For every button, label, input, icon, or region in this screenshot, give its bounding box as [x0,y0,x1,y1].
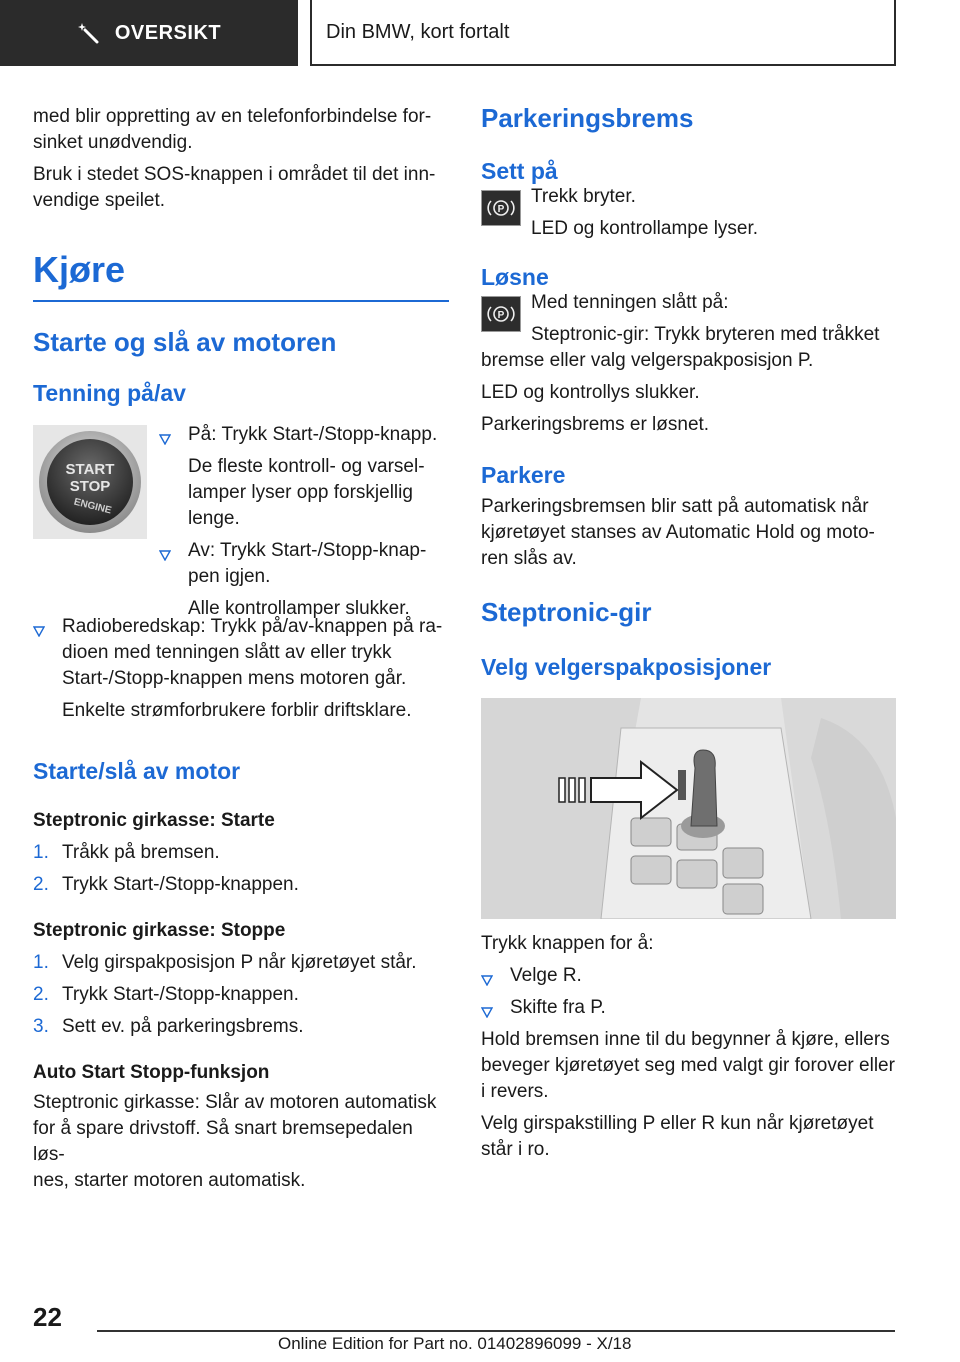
svg-text:STOP: STOP [69,477,111,495]
list-item: 1. Tråkk på bremsen. [33,841,220,863]
list-item: 1. Velg girspakposisjon P når kjøretøyet står. [33,951,417,973]
page-header [0,0,960,66]
triangle-bullet-icon [159,543,171,555]
bullet-shift-from-p: Skifte fra P. [481,995,897,1021]
start-steps-list [33,840,449,898]
parking-brake-switch-icon [481,296,521,332]
heading-start-stop-motor: Starte/slå av motor [33,757,241,784]
triangle-bullet-icon [33,619,45,631]
start-stop-engine-icon [37,429,143,535]
apply-block: P Trekk bryter. LED og kontrollampe lyser. [481,190,897,248]
page-number: 22 [33,1302,62,1332]
parking-brake-switch-icon [481,190,521,226]
intro-text-line: vendige speilet. [33,190,166,211]
section-title-box [310,0,896,66]
tab-overview[interactable] [0,0,298,66]
svg-text:P: P [497,310,505,321]
stop-steps-list [33,950,449,1040]
heading-steptronic-stop: Steptronic girkasse: Stoppe [33,919,286,941]
bullet-select-r: Velge R. [481,963,897,989]
triangle-bullet-icon [481,1000,493,1012]
svg-text:P: P [497,204,505,215]
svg-text:ENGINE: ENGINE [72,496,113,517]
section-heading-drive: Kjøre [33,249,126,290]
intro-text-line: Bruk i stedet SOS-knappen i området til det inn- [33,164,436,185]
gear-lever-illustration [481,698,896,919]
footer-edition: Online Edition for Part no. 01402896099 - X/18 [278,1334,632,1353]
gear-selector-image [481,698,896,919]
heading-release: Løsne [481,264,549,290]
right-column: Parkeringsbrems Sett på P Trekk bryter. LED og kontrollampe lyser. Løsne P Med tenningen slått på: Steptronic-gir: Trykk bryteren med tråkket bremse eller valg velgerspakposisjon P. LED og kontrollys slukker. Parkeringsbrems er løsnet. Parkere Parkeringsbremsen blir satt på automatisk når kjøretøyet stanses av Automatic Hold og moto- ren slås av. Steptronic-gir Velg velgerspakposisjoner Trykk knappen for å: Velge R. Skifte fra P. Hold bremsen inne til du begynner å kjøre, ellers beveger kjøretøyet seg med valgt gir forover eller i revers. Velg girspakstilling P eller R kun når kjøretøyet står i ro. [481,100,897,1163]
ignition-block: START STOP ENGINE På: Trykk Start-/Stopp-knapp. De fleste kontroll- og varsel- lamper lyser opp forskjellig lenge. Av: Trykk Start-/Stopp-knap- pen igjen. Alle kontrollamper slukker. [33,422,449,608]
svg-text:START: START [65,460,115,478]
bullet-off: Av: Trykk Start-/Stopp-knap- [159,538,449,564]
list-item: 3. Sett ev. på parkeringsbrems. [33,1015,304,1037]
heading-start-stop-engine: Starte og slå av motoren [33,326,337,357]
left-column: med blir oppretting av en telefonforbindelse for- sinket unødvendig. Bruk i stedet SOS-knappen i området til det inn- vendige speilet. Kjøre Starte og slå av motoren Tenning på/av START STOP ENGINE På: Trykk Start-/Stopp-knapp. De fleste kontroll- og varsel- lamper lyser opp forskjellig lenge. Av: Trykk Start-/Stopp-knap- pen igjen. Alle kontrollamper slukker. Radioberedskap: Trykk på/av-knappen på ra- dioen med tenningen slått av eller trykk Start-/Stopp-knappen mens motoren går. Enkelte strømforbrukere forblir driftsklare. Starte/slå av motor Steptronic girkasse: Starte 1. Tråkk på bremsen. 2. Trykk Start-/Stopp-knappen. Steptronic girkasse: Stoppe 1. Velg girspakposisjon P når kjøretøyet står. 2. Trykk Start-/Stopp-knappen. 3. Sett ev. på parkeringsbrems. Auto Start Stopp-funksjon Steptronic girkasse: Slår av motoren automatisk for å spare drivstoff. Så snart bremsepedalen løs- nes, starter motoren automatisk. [33,100,449,1194]
heading-divider [33,300,449,302]
heading-steptronic-start: Steptronic girkasse: Starte [33,809,275,831]
bullet-on: På: Trykk Start-/Stopp-knapp. [159,422,449,448]
triangle-bullet-icon [481,968,493,980]
heading-parking-brake: Parkeringsbrems [481,103,694,133]
intro-text-line: med blir oppretting av en telefonforbindelse for- [33,106,432,127]
tab-overview-label: OVERSIKT [114,21,222,44]
footer-divider [97,1330,895,1332]
release-block: P Med tenningen slått på: Steptronic-gir: Trykk bryteren med tråkket [481,296,897,354]
heading-steptronic: Steptronic-gir [481,597,652,627]
section-title: Din BMW, kort fortalt [326,20,510,43]
heading-auto-start-stop: Auto Start Stopp-funksjon [33,1061,270,1083]
triangle-bullet-icon [159,427,171,439]
heading-park: Parkere [481,462,566,488]
intro-text-line: sinket unødvendig. [33,132,193,153]
bullet-radio: Radioberedskap: Trykk på/av-knappen på ra- [33,614,449,640]
heading-select-positions: Velg velgerspakposisjoner [481,654,772,680]
start-stop-button-image [33,425,147,539]
magic-wand-icon [77,22,99,44]
list-item: 2. Trykk Start-/Stopp-knappen. [33,983,299,1005]
heading-apply: Sett på [481,158,558,184]
list-item: 2. Trykk Start-/Stopp-knappen. [33,873,299,895]
heading-ignition: Tenning på/av [33,379,186,406]
